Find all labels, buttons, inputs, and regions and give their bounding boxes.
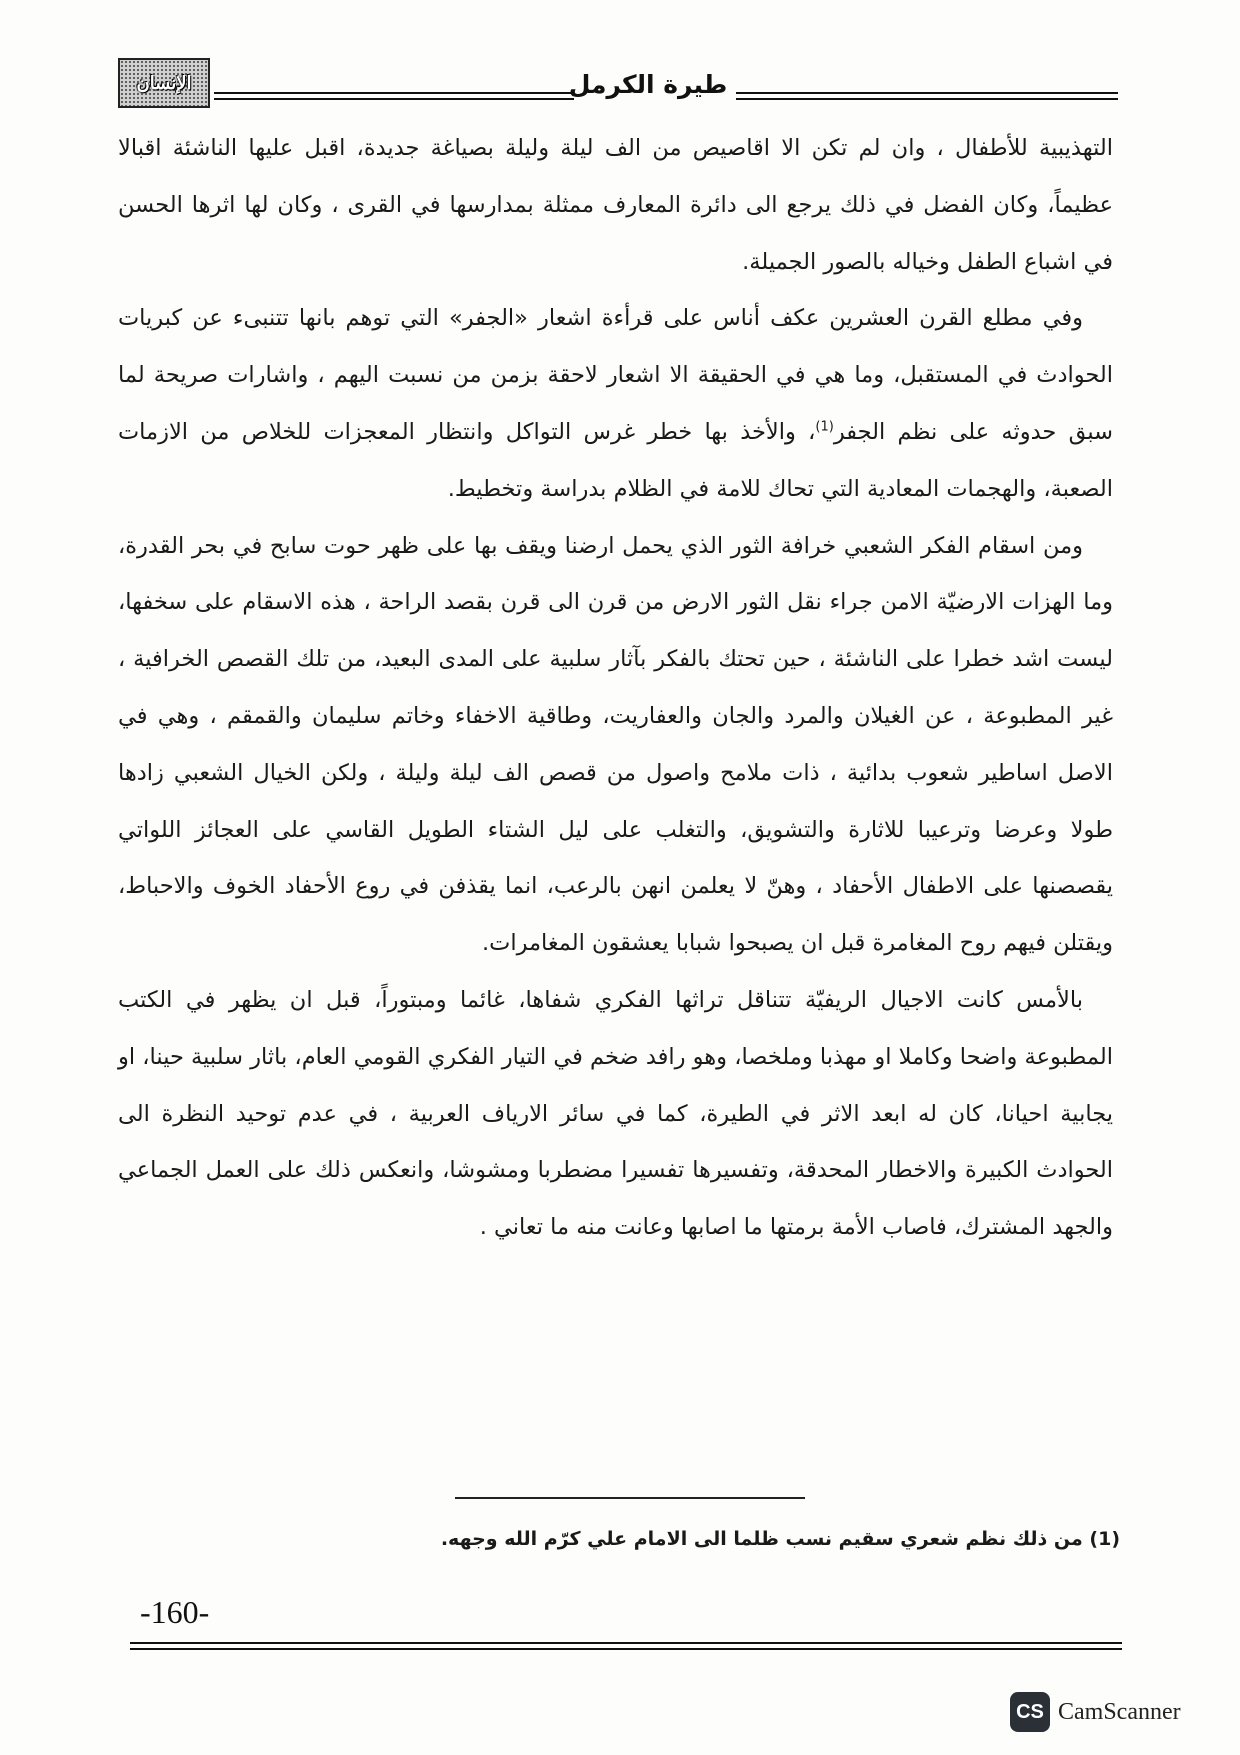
paragraph-1: التهذيبية للأطفال ، وان لم تكن الا اقاصيص من الف ليلة وليلة بصياغة جديدة، اقبل عليها الناشئة اقبالا عظيماً، وكان الفضل في ذلك يرجع الى دائرة المعارف ممثلة بمدارسها في القرى ، وكان لها اثرها الحسن في اشباع الطفل وخياله بالصور الجميلة. xyxy=(118,135,1113,275)
paragraph-4: بالأمس كانت الاجيال الريفيّة تتناقل تراثها الفكري شفاها، غائما ومبتوراً، قبل ان يظهر في الكتب المطبوعة واضحا وكاملا او مهذبا وملخصا، وهو رافد ضخم في التيار الفكري القومي العام، باثار سلبية حينا، او يجابية احيانا، كان له ابعد الاثر في الطيرة، كما في سائر الارياف العربية ، في عدم توحيد النظرة الى الحوادث الكبيرة والاخطار المحدقة، وتفسيرها تفسيرا مضطربا ومشوشا، وانعكس ذلك على العمل الجماعي والجهد المشترك، فاصاب الأمة برمتها ما اصابها وعانت منه ما تعاني . xyxy=(118,986,1113,1241)
footnote-separator xyxy=(455,1497,805,1499)
header-badge xyxy=(118,58,210,108)
camscanner-logo-icon xyxy=(1010,1692,1050,1732)
body-text xyxy=(118,120,1113,1256)
paragraph-3: ومن اسقام الفكر الشعبي خرافة الثور الذي يحمل ارضنا ويقف بها على ظهر حوت سابح في بحر القدرة، وما الهزات الارضيّة الامن جراء نقل الثور الارض من قرن الى قرن بقصد الراحة ، هذه الاسقام على سخفها، ليست اشد خطرا على الناشئة ، حين تحتك بالفكر بآثار سلبية على المدى البعيد، من تلك القصص الخرافية ، غير المطبوعة ، عن الغيلان والمرد والجان والعفاريت، وطاقية الاخفاء وخاتم سليمان والقمقم ، وهي في الاصل اساطير شعوب بدائية ، ذات ملامح واصول من قصص الف ليلة وليلة ، ولكن الخيال الشعبي زادها طولا وعرضا وترعيبا للاثارة والتشويق، والتغلب على ليل الشتاء الطويل القاسي على العجائز اللواتي يقصصنها على الاطفال الأحفاد ، وهنّ لا يعلمن انهن بالرعب، انما يقذفن في روع الأحفاد الخوف والاحباط، ويقتلن فيهم روح المغامرة قبل ان يصبحوا شبابا يعشقون المغامرات. xyxy=(118,532,1113,957)
camscanner-logo-text: CS xyxy=(1016,1700,1044,1723)
page-number: -160- xyxy=(140,1594,210,1630)
paragraph-2-part-1: وفي مطلع القرن العشرين عكف أناس على قرأءة اشعار «الجفر» التي توهم بانها تتنبىء عن كبريات الحوادث في المستقبل، وما هي في الحقيقة الا اشعار لاحقة بزمن من نسبت اليهم ، واشارات صريحة لما سبق حدوثه على نظم الجفر xyxy=(118,305,1113,445)
paragraph-2 xyxy=(118,290,1113,517)
header-rule-right-top xyxy=(736,92,1118,94)
camscanner-watermark xyxy=(1010,1690,1181,1734)
bottom-rule-bottom xyxy=(130,1648,1122,1650)
header-badge-text: الإنسان xyxy=(136,72,192,94)
bottom-rule-top xyxy=(130,1642,1122,1644)
camscanner-text: CamScanner xyxy=(1058,1698,1181,1725)
header-rule-left-top xyxy=(214,92,574,94)
paragraph-2-part-2: ، والأخذ بها خطر غرس التواكل وانتظار المعجزات للخلاص من الازمات الصعبة، والهجمات المعادية التي تحاك للامة في الظلام بدراسة وتخطيط. xyxy=(118,418,1113,502)
header-rule-right-bottom xyxy=(736,98,1118,100)
header-title: طيرة الكرمل xyxy=(568,70,728,99)
footnote-reference: (1) xyxy=(815,419,834,435)
header-rule-left-bottom xyxy=(214,98,574,100)
footnote: (1) من ذلك نظم شعري سقيم نسب ظلما الى الامام علي كرّم الله وجهه. xyxy=(440,1528,1120,1550)
page-header xyxy=(118,52,1118,122)
